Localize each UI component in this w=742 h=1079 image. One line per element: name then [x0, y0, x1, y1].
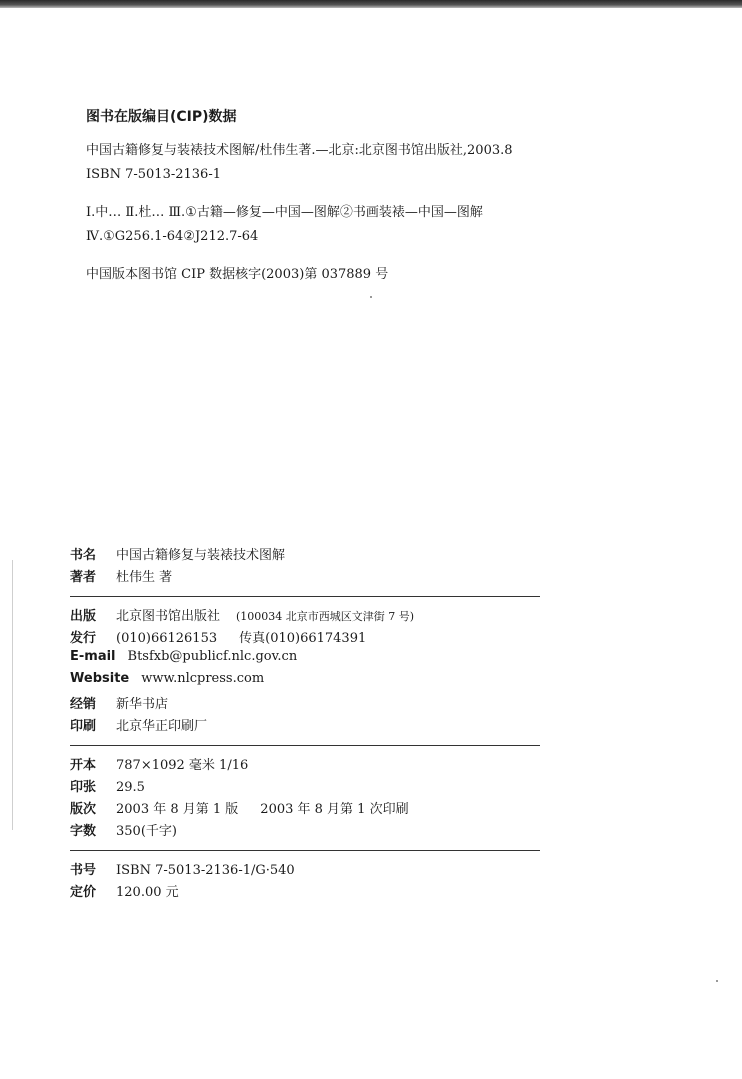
cip-isbn-line: ISBN 7-5013-2136-1: [86, 167, 221, 182]
colophon-row-printer: [70, 715, 540, 737]
distribution-phone: (010)66126153: [116, 631, 218, 646]
cip-classification-line: Ⅳ.①G256.1-64②J212.7-64: [86, 229, 259, 244]
divider: [70, 745, 540, 746]
divider: [70, 596, 540, 597]
dealer-value: 新华书店: [116, 697, 169, 712]
edition-label: 版次: [70, 802, 97, 817]
author-value: 杜伟生 著: [116, 570, 173, 585]
colophon-row-sheets: [70, 776, 540, 798]
colophon-row-website: [70, 671, 540, 693]
colophon-row-author: [70, 566, 540, 588]
scan-artifact-line: [12, 560, 13, 830]
scan-top-edge: [0, 0, 742, 8]
email-value: Btsfxb@publicf.nlc.gov.cn: [127, 649, 298, 664]
colophon-row-email: [70, 649, 540, 671]
title-value: 中国古籍修复与装裱技术图解: [116, 548, 286, 563]
printer-value: 北京华正印刷厂: [116, 719, 208, 734]
website-label: Website: [70, 671, 130, 686]
format-value: 787×1092 毫米 1/16: [116, 758, 249, 773]
scan-speck: [370, 296, 372, 298]
scan-speck: [716, 980, 718, 982]
price-value: 120.00 元: [116, 885, 179, 900]
isbn-label: 书号: [70, 863, 97, 878]
distribution-label: 发行: [70, 631, 97, 646]
dealer-label: 经销: [70, 697, 97, 712]
cip-approval-line: 中国版本图书馆 CIP 数据核字(2003)第 037889 号: [86, 267, 389, 282]
colophon-row-format: [70, 754, 540, 776]
sheets-label: 印张: [70, 780, 97, 795]
author-label: 著者: [70, 570, 97, 585]
publisher-value: 北京图书馆出版社: [116, 609, 221, 624]
colophon-row-dealer: [70, 693, 540, 715]
cip-heading: 图书在版编目(CIP)数据: [86, 109, 237, 125]
publisher-address: (100034 北京市西城区文津街 7 号): [236, 610, 415, 623]
website-value: www.nlcpress.com: [141, 671, 265, 686]
sheets-value: 29.5: [116, 780, 145, 795]
printing-value: 2003 年 8 月第 1 次印刷: [260, 802, 409, 817]
publisher-label: 出版: [70, 609, 97, 624]
colophon-row-title: [70, 544, 540, 566]
cip-subject-line: Ⅰ.中… Ⅱ.杜… Ⅲ.①古籍—修复—中国—图解②书画装裱—中国—图解: [86, 205, 483, 220]
cip-data-block: [86, 106, 706, 291]
email-label: E-mail: [70, 649, 116, 664]
cip-title-line: 中国古籍修复与装裱技术图解/杜伟生著.—北京:北京图书馆出版社,2003.8: [86, 143, 513, 158]
divider: [70, 850, 540, 851]
colophon-row-distribution: [70, 627, 540, 649]
wordcount-label: 字数: [70, 824, 97, 839]
colophon-row-price: [70, 881, 540, 903]
distribution-fax: 传真(010)66174391: [239, 631, 367, 646]
colophon-row-publisher: [70, 605, 540, 627]
colophon-row-wordcount: [70, 820, 540, 842]
printer-label: 印刷: [70, 719, 97, 734]
title-label: 书名: [70, 548, 97, 563]
colophon-row-isbn: [70, 859, 540, 881]
colophon: [70, 544, 540, 903]
edition-value: 2003 年 8 月第 1 版: [116, 802, 239, 817]
isbn-value: ISBN 7-5013-2136-1/G·540: [116, 863, 295, 878]
price-label: 定价: [70, 885, 97, 900]
wordcount-value: 350(千字): [116, 824, 177, 839]
format-label: 开本: [70, 758, 97, 773]
colophon-row-edition: [70, 798, 540, 820]
